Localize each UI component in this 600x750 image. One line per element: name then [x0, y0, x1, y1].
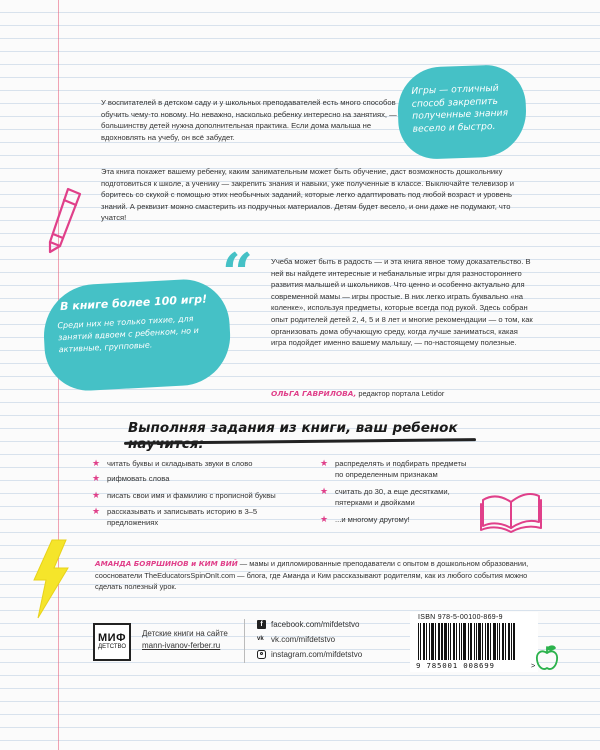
- skills-heading: Выполняя задания из книги, ваш ребенок: [128, 420, 458, 436]
- facebook-icon: f: [257, 620, 266, 629]
- intro-paragraph-2: Эта книга покажет вашему ребенку, каким занимательным может быть обучение, даст возможность дошкольнику подготовиться к школе, а ученику — закрепить знания и навыки, уже полученные в классе. Выключайте телевизор и боритесь со скукой с помощью этих необычных заданий, которые легко адаптировать под любой возраст и уровень знаний. А реквизит можно смастерить из подручных материалов. Детям будет весело, и они даже не подумают, что учатся!: [101, 167, 515, 223]
- skill-left-1: читать буквы и складывать звуки в слово: [107, 459, 253, 468]
- social-link-facebook[interactable]: facebook.com/mifdetstvo: [271, 619, 360, 629]
- barcode-digits: 9 785001 008699: [416, 661, 495, 670]
- lightning-icon: [30, 538, 72, 620]
- skill-left-3: писать свои имя и фамилию с прописной буквы: [107, 491, 276, 500]
- isbn-text: ISBN 978-5-00100-869-9: [418, 614, 503, 621]
- quote-text: Учеба может быть в радость — и эта книга явное тому доказательство. В ней вы найдете интересные и небанальные игры для разностороннего развития малышей и школьников. Что ценно и особенно актуально для современной мамы — игры простые. В них легко играть буквально «на коленке», используя предметы, которые всегда под рукой. Здесь собран опыт родителей детей 2, 4, 5 и 8 лет и многие рекомендации — о том, как организовать дома обучающую среду, когда лучше заниматься, какая игра подойдет именно вашему малышу, — по-настоящему полезные.: [271, 257, 533, 348]
- barcode-bars: [418, 623, 530, 660]
- social-row-facebook[interactable]: [257, 618, 359, 630]
- publisher-site-link[interactable]: mann-ivanov-ferber.ru: [142, 641, 221, 650]
- social-row-vk[interactable]: [257, 633, 335, 645]
- authors-text: — мамы и дипломированные преподаватели с опытом в дошкольном образовании, сооснователи TheEducatorsSpinOnIt.com — блога, где Аманда и Ким рассказывают родителям, как из любого события можно сделать полезный урок.: [95, 559, 529, 591]
- bubble-left-title: В книге более 100 игр!: [59, 292, 208, 314]
- quote-author-role: редактор портала Letidor: [356, 389, 445, 398]
- authors-bio: [95, 558, 535, 593]
- social-link-vk[interactable]: vk.com/mifdetstvo: [271, 634, 336, 644]
- vk-icon: vk: [257, 636, 264, 642]
- quote-attribution: [271, 389, 533, 398]
- skill-right-3: ...и многому другому!: [335, 515, 410, 524]
- star-icon: ★: [320, 514, 329, 524]
- pencil-icon: [44, 186, 86, 256]
- bubble-top-text: Игры — отличный способ закрепить полученные знания весело и быстро.: [411, 82, 509, 135]
- star-icon: ★: [92, 473, 101, 483]
- star-icon: ★: [92, 506, 101, 516]
- star-icon: ★: [320, 458, 329, 468]
- quote-author-name: ОЛЬГА ГАВРИЛОВА,: [271, 389, 357, 398]
- open-book-icon: [478, 486, 544, 534]
- skill-left-4: рассказывать и записывать историю в 3–5 предложениях: [107, 507, 258, 527]
- intro-paragraph-1: У воспитателей в детском саду и у школьных преподавателей есть много способов обучить чему-то новому. Но неважно, насколько ребенку интересно на занятиях, — большинству детей нужна дополнительная практика. Если дома малыша не вдохновлять на учебу, он всё забудет.: [101, 98, 397, 142]
- social-link-instagram[interactable]: instagram.com/mifdetstvo: [271, 649, 363, 659]
- publisher-site-label: Детские книги на сайте: [142, 629, 228, 638]
- barcode-tail: >: [531, 661, 536, 670]
- instagram-icon: [257, 650, 266, 659]
- barcode: [410, 612, 538, 672]
- star-icon: ★: [320, 486, 329, 496]
- quote-mark: “: [222, 241, 254, 305]
- star-icon: ★: [92, 490, 101, 500]
- divider: [244, 619, 245, 663]
- skill-right-1: распределять и подбирать предметы по определенным признакам: [335, 459, 467, 479]
- bubble-left-body: Среди них не только тихие, для занятий вдвоем с ребенком, но и активные, групповые.: [57, 314, 200, 355]
- apple-icon: [534, 644, 560, 672]
- publisher-logo: МИФ ДЕТСТВО: [93, 623, 131, 661]
- authors-names: АМАНДА БОЯРШИНОВ и КИМ ВИЙ: [95, 559, 238, 568]
- social-row-instagram[interactable]: [257, 648, 362, 660]
- star-icon: ★: [92, 458, 101, 468]
- skill-left-2: рифмовать слова: [107, 474, 170, 483]
- skill-right-2: считать до 30, а еще десятками, пятерками и двойками: [335, 487, 450, 507]
